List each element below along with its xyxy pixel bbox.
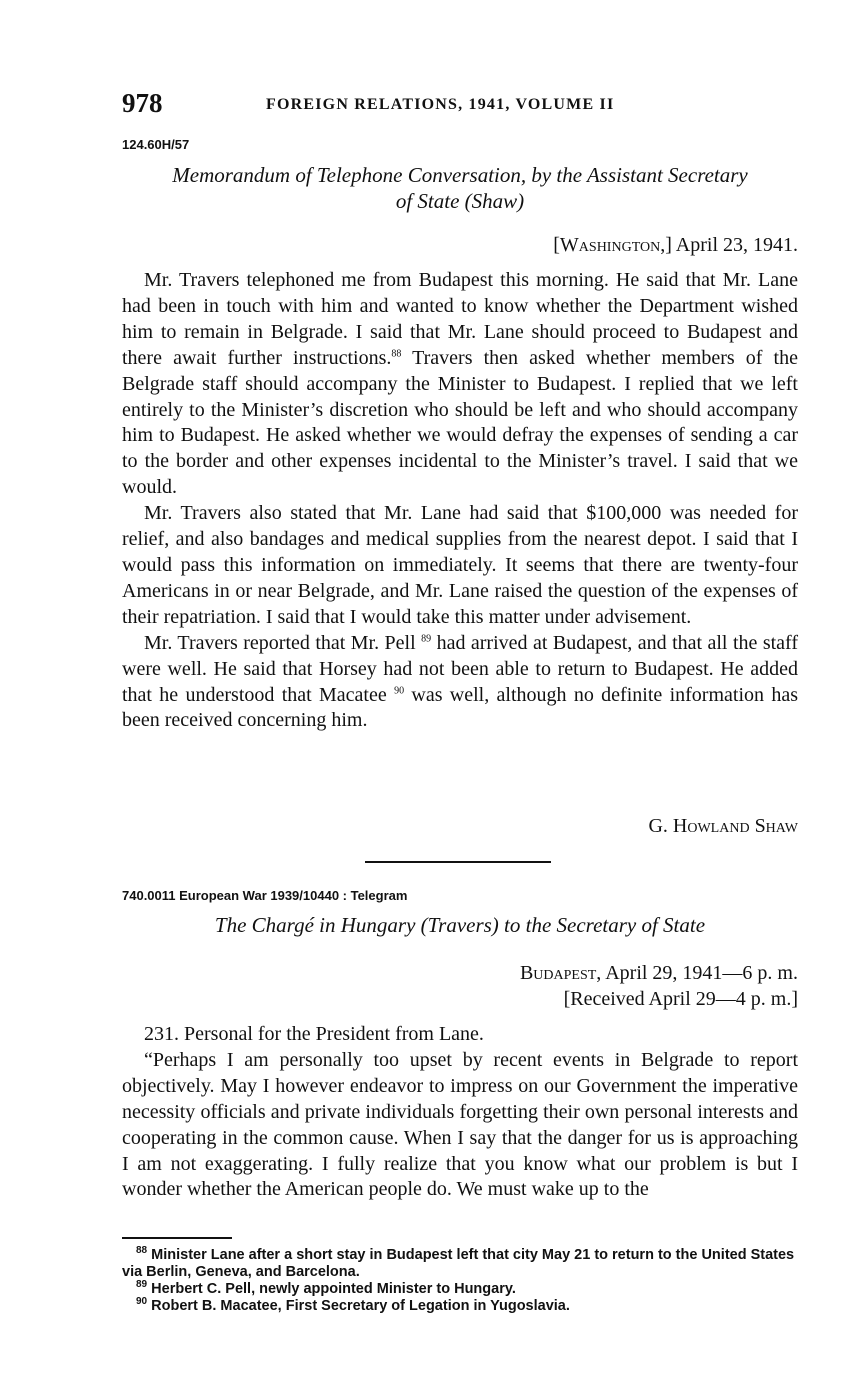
file-number: 124.60H/57: [122, 137, 190, 152]
dateline: [553, 232, 798, 258]
footnote-text: Herbert C. Pell, newly appointed Minister to Hungary.: [151, 1281, 516, 1297]
paragraph-text: had arrived at Budapest, and that all the staff were well. He said that Horsey had not been able to return to Budapest. He added that he understood that Macatee: [122, 631, 798, 706]
dateline-place: [Washington,]: [553, 234, 672, 256]
paragraph: “Perhaps I am personally too upset by recent events in Belgrade to report objectively. May I however endeavor to impress on our Government the imperative necessity officials and private individuals forgetting their own personal interests and cooperating in the common cause. When I say that the danger for us is approaching I am not exaggerating. I fully realize that you know what our problem is but I wonder whether the American people do. We must wake up to the: [122, 1048, 798, 1201]
paragraph-text: Mr. Travers reported that Mr. Pell: [144, 631, 422, 654]
signature: G. Howland Shaw: [648, 815, 798, 837]
memorandum-body: [122, 268, 798, 734]
footnote-mark: 89: [136, 1279, 148, 1291]
paragraph: Mr. Travers also stated that Mr. Lane had said that $100,000 was needed for relief, and also bandages and medical supplies from the nearest depot. I said that I would pass this information on immediately. It seems that there are twenty-four Americans in or near Belgrade, and Mr. Lane raised the question of the expenses of their repatriation. I said that I would take this matter under advisement.: [122, 502, 798, 628]
telegram-dateline: [520, 960, 798, 986]
page-number: 978: [122, 88, 163, 118]
paragraph: [122, 631, 798, 735]
title-line-2: of State (Shaw): [395, 189, 525, 213]
running-head: FOREIGN RELATIONS, 1941, VOLUME II: [266, 96, 615, 113]
paragraph-text: Mr. Travers telephoned me from Budapest this morning. He said that Mr. Lane had been in touch with him and wanted to know whether the Department wished him to remain in Belgrade. I said that Mr. Lane should proceed to Budapest and there await further instructions.: [122, 269, 798, 369]
file-number: 740.0011 European War 1939/10440 : Telegram: [122, 888, 408, 903]
paragraph-text: Travers then asked whether members of the Belgrade staff should accompany the Minister to Budapest. I replied that we left entirely to the Minister’s discretion who should be left and who should accompany him to Budapest. He asked whether we would defray the expenses of sending a car to the border and other expenses incidental to the Minister’s travel. I said that we would.: [122, 346, 798, 499]
telegram-title: The Chargé in Hungary (Travers) to the Secretary of State: [214, 913, 706, 937]
footnote-text: Minister Lane after a short stay in Budapest left that city May 21 to return to the United States via Berlin, Geneva, and Barcelona.: [122, 1247, 795, 1280]
dateline-place: Budapest,: [519, 962, 602, 984]
footnote-mark: 90: [136, 1296, 148, 1308]
dateline-date: April 23, 1941.: [675, 234, 798, 256]
received-line: [Received April 29—4 p. m.]: [563, 988, 798, 1010]
footnote-divider: [122, 1237, 232, 1239]
footnote: [122, 1247, 798, 1281]
title-line-1: Memorandum of Telephone Conversation, by the Assistant Secretary: [172, 163, 748, 187]
dateline-date: April 29, 1941—6 p. m.: [605, 962, 798, 984]
paragraph: 231. Personal for the President from Lane.: [144, 1023, 484, 1045]
footnote-ref: 88: [391, 348, 402, 360]
page-header: [122, 88, 798, 124]
paragraph: [122, 268, 798, 501]
footnote: [122, 1281, 798, 1298]
footnote: [122, 1298, 798, 1315]
telegram-body: [122, 1022, 798, 1203]
paragraph-text: was well, although no definite information has been received concerning him.: [122, 683, 798, 732]
footnote-ref: 89: [421, 633, 432, 645]
footnote-text: Robert B. Macatee, First Secretary of Legation in Yugoslavia.: [151, 1298, 570, 1314]
document-title: [122, 162, 798, 214]
footnotes: [122, 1247, 798, 1315]
section-divider: [365, 861, 551, 863]
footnote-mark: 88: [136, 1245, 148, 1257]
footnote-ref: 90: [394, 684, 405, 696]
